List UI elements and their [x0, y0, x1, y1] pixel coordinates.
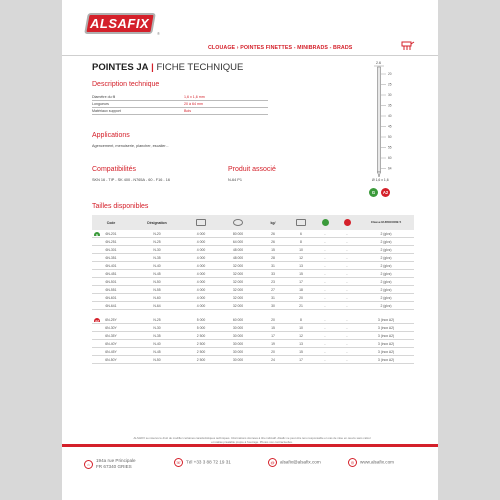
cell-inox: -: [346, 255, 348, 260]
table-row: [92, 356, 414, 364]
phone-icon: ☏: [175, 460, 181, 465]
cell-qty-box: 2 500: [196, 349, 206, 354]
cell-weight: 31: [271, 295, 275, 300]
registered-mark: ®: [157, 31, 160, 36]
description-title: Description technique: [92, 81, 160, 88]
cell-weight: 28: [271, 255, 275, 260]
col-header-classe: Classe EUROCODE 5: [370, 220, 402, 224]
cell-galva: -: [324, 303, 326, 308]
col-header-kg: kg/: [270, 220, 276, 225]
cell-classe: 2 (glvz): [380, 263, 392, 268]
cell-inox: -: [346, 239, 348, 244]
cell-classe: 2 (glvz): [380, 295, 392, 300]
cell-galva: -: [324, 287, 326, 292]
nail-dimension-figure: [350, 58, 420, 188]
sizes-group-inox-a2: [92, 316, 414, 364]
cell-qty-box: 4 000: [196, 239, 206, 244]
nail-top-label: 2.6: [376, 61, 381, 65]
col-header-code: Code: [106, 220, 116, 225]
cell-qty-box: 5 000: [196, 317, 206, 322]
cell-inox: -: [346, 231, 348, 236]
cell-code: 6N-251: [105, 239, 117, 244]
cell-qty-carton: 30 000: [232, 333, 244, 338]
table-row: [92, 302, 414, 310]
cell-designation: N-30: [153, 325, 161, 330]
cell-galva: -: [324, 349, 326, 354]
title-separator: |: [151, 62, 154, 73]
cell-designation: N-20: [153, 231, 161, 236]
cell-pallet: 13: [299, 341, 303, 346]
footer-email[interactable]: @ alsafix@alsafix.com: [268, 458, 321, 467]
cell-inox: -: [346, 303, 348, 308]
cell-code: 6N-601: [105, 295, 117, 300]
cell-classe: 2 (glvz): [380, 255, 392, 260]
brand-logo-text: ALSAFIX: [90, 16, 150, 31]
cell-qty-box: 4 000: [196, 287, 206, 292]
cell-qty-box: 4 000: [196, 231, 206, 236]
page-title: [92, 62, 243, 73]
cell-galva: -: [324, 341, 326, 346]
cell-galva: -: [324, 325, 326, 330]
compatibilites-text: SKN 16 - TIP - SK 400 - N765A - 60 - F16 - 16: [92, 178, 170, 182]
table-row: [92, 254, 414, 262]
length-label: 64: [388, 166, 392, 171]
cell-classe: 2 (glvz): [380, 287, 392, 292]
cell-classe: 2 (glvz): [380, 271, 392, 276]
cell-qty-box: 5 000: [196, 325, 206, 330]
cell-code: 6N-641: [105, 303, 117, 308]
cell-pallet: 8: [300, 239, 302, 244]
cell-pallet: 10: [299, 247, 303, 252]
cell-qty-box: 4 000: [196, 279, 206, 284]
cell-weight: 19: [271, 341, 275, 346]
length-label: 35: [388, 103, 392, 108]
table-row: [92, 348, 414, 356]
cell-qty-box: 4 000: [196, 295, 206, 300]
cell-classe: 2 (glvz): [380, 231, 392, 236]
sizes-table: [92, 215, 414, 364]
cell-pallet: 20: [299, 295, 303, 300]
footer: [62, 444, 438, 500]
cell-pallet: 6: [300, 231, 302, 236]
finish-badge-galva: G: [369, 188, 378, 197]
cell-inox: -: [346, 357, 348, 362]
cell-designation: N-30: [153, 247, 161, 252]
applications-title: Applications: [92, 132, 130, 139]
col-header-designation: Désignation: [147, 220, 167, 225]
cell-galva: -: [324, 239, 326, 244]
cell-qty-box: 4 000: [196, 263, 206, 268]
cell-qty-carton: 32 000: [232, 279, 244, 284]
cell-classe: 2 (glvz): [380, 239, 392, 244]
nail-tip: [378, 172, 381, 177]
cell-pallet: 21: [299, 303, 303, 308]
cell-galva: -: [324, 357, 326, 362]
cell-qty-carton: 64 000: [232, 239, 244, 244]
produit-associe-title: Produit associé: [228, 166, 276, 173]
legal-notice: ALSAFIX se réserve le droit de modifier certaines caractéristiques techniques. Informations données à titre indicatif. Alsafix ne peut être tenu responsable en cas de mise en œuvre sans calcul et réalisé préalable propre à l'ouvrage. Photos non contractuelles.: [133, 436, 371, 444]
length-label: 25: [388, 82, 392, 87]
spec-row: Diamètre du fil 1,6 x 1,6 mm: [92, 94, 268, 101]
globe-icon: ◎: [348, 458, 357, 467]
cell-inox: -: [346, 247, 348, 252]
cell-code: 6N-301: [105, 247, 117, 252]
footer-accent-bar: [62, 444, 438, 447]
spec-row: Longueurs 20 à 64 mm: [92, 101, 268, 108]
cell-qty-carton: 80 000: [232, 231, 244, 236]
carton-icon: [233, 219, 243, 226]
table-row: [92, 294, 414, 302]
finish-badge-inox-a2: A2: [382, 190, 389, 195]
cell-qty-box: 4 000: [196, 271, 206, 276]
cell-inox: -: [346, 325, 348, 330]
length-label: 60: [388, 156, 392, 161]
cell-weight: 26: [271, 231, 275, 236]
cell-galva: -: [324, 333, 326, 338]
cell-weight: 26: [271, 239, 275, 244]
col-header-carton: [218, 219, 258, 226]
spec-row: Matériaux support Bois: [92, 108, 268, 115]
cell-inox: -: [346, 287, 348, 292]
cell-pallet: 15: [299, 271, 303, 276]
table-row: [92, 270, 414, 278]
pallet-icon: [296, 219, 306, 226]
cell-code: 6N-401: [105, 263, 117, 268]
cell-pallet: 8: [300, 317, 302, 322]
footer-address: ⌂194a rue Principale FR 67340 GRIES: [84, 458, 136, 470]
cell-inox: -: [346, 317, 348, 322]
cell-inox: -: [346, 341, 348, 346]
cell-weight: 30: [271, 303, 275, 308]
nail-strip-icon: [401, 40, 415, 52]
sizes-title: Tailles disponibles: [92, 203, 149, 210]
cell-code: 6N-351: [105, 255, 117, 260]
cell-designation: N-35: [153, 255, 161, 260]
col-header-box: [184, 219, 218, 226]
brand-logo: [84, 13, 156, 34]
col-header-pallet: [288, 219, 314, 226]
cell-weight: 24: [271, 357, 275, 362]
sizes-table-header: [92, 215, 414, 230]
applications-text: Agencement, menuiserie, plancher, escalier...: [92, 144, 169, 148]
table-row: [92, 316, 414, 324]
box-icon: [196, 219, 206, 226]
cell-classe: 2 (glvz): [380, 247, 392, 252]
cell-designation: N-35: [153, 333, 161, 338]
cell-classe: 2 (glvz): [380, 279, 392, 284]
cell-pallet: 10: [299, 325, 303, 330]
cell-weight: 15: [271, 325, 275, 330]
length-label: 40: [388, 114, 392, 119]
product-name: POINTES JA: [92, 62, 149, 73]
cell-designation: N-50: [153, 279, 161, 284]
cell-code: 6N-201 G: [95, 231, 117, 236]
cell-qty-carton: 30 000: [232, 357, 244, 362]
cell-qty-carton: 60 000: [232, 317, 244, 322]
group-badge: G: [95, 232, 99, 236]
cell-weight: 20: [271, 349, 275, 354]
cell-galva: -: [324, 263, 326, 268]
cell-galva: -: [324, 247, 326, 252]
table-row: [92, 278, 414, 286]
length-label: 30: [388, 93, 392, 98]
location-icon: ⌂: [84, 460, 93, 469]
table-row: [92, 238, 414, 246]
length-label: 45: [388, 124, 392, 129]
green-dot-icon: [322, 219, 329, 226]
cell-inox: -: [346, 263, 348, 268]
cell-classe: 3 (inox A2): [377, 325, 395, 330]
cell-galva: -: [324, 231, 326, 236]
cell-code: 6N-45Y: [105, 349, 117, 354]
cell-qty-box: 2 500: [196, 333, 206, 338]
cell-designation: N-25: [153, 317, 161, 322]
cell-inox: -: [346, 295, 348, 300]
table-row: [92, 332, 414, 340]
cell-weight: 23: [271, 279, 275, 284]
cell-pallet: 18: [299, 287, 303, 292]
title-subtitle: FICHE TECHNIQUE: [156, 62, 244, 73]
cell-code: 6N-25Y A2: [95, 317, 117, 322]
cell-qty-carton: 30 000: [232, 349, 244, 354]
cell-qty-box: 4 000: [196, 303, 206, 308]
cell-qty-box: 2 500: [196, 357, 206, 362]
cell-classe: 3 (inox A2): [377, 333, 395, 338]
table-row: [92, 340, 414, 348]
cell-designation: N-64: [153, 303, 161, 308]
table-row: [92, 286, 414, 294]
cell-designation: N-60: [153, 295, 161, 300]
col-header-green: [314, 219, 336, 226]
footer-phone[interactable]: ☏ Tél +33 3 88 72 19 31: [175, 459, 231, 465]
cell-code: 6N-501: [105, 279, 117, 284]
document-page: [62, 0, 438, 500]
red-dot-icon: [344, 219, 351, 226]
cell-code: 6N-40Y: [105, 341, 117, 346]
cell-qty-carton: 32 000: [232, 263, 244, 268]
cell-galva: -: [324, 317, 326, 322]
cell-code: 6N-35Y: [105, 333, 117, 338]
cell-qty-box: 4 000: [196, 255, 206, 260]
length-label: 55: [388, 145, 392, 150]
cell-code: 6N-30Y: [105, 325, 117, 330]
cell-qty-box: 4 000: [196, 247, 206, 252]
cell-designation: N-40: [153, 263, 161, 268]
cell-designation: N-50: [153, 357, 161, 362]
table-row: [92, 262, 414, 270]
cell-inox: -: [346, 271, 348, 276]
cell-galva: -: [324, 271, 326, 276]
cell-designation: N-45: [153, 349, 161, 354]
description-table: [92, 94, 268, 115]
compatibilites-title: Compatibilités: [92, 166, 136, 173]
cell-pallet: 15: [299, 349, 303, 354]
cell-inox: -: [346, 279, 348, 284]
cell-classe: 2 (glvz): [380, 303, 392, 308]
cell-designation: N-55: [153, 287, 161, 292]
cell-inox: -: [346, 349, 348, 354]
cell-pallet: 12: [299, 333, 303, 338]
cell-designation: N-25: [153, 239, 161, 244]
cell-classe: 3 (inox A2): [377, 357, 395, 362]
nail-dimension: Ø 1,6 x 1,6: [372, 178, 389, 182]
table-row: [92, 246, 414, 254]
produit-associe-text: N-64 P1: [228, 178, 242, 182]
cell-galva: -: [324, 255, 326, 260]
cell-qty-carton: 32 000: [232, 303, 244, 308]
table-row: [92, 324, 414, 332]
group-badge: A2: [95, 318, 99, 322]
cell-classe: 3 (inox A2): [377, 341, 395, 346]
cell-qty-carton: 30 000: [232, 325, 244, 330]
cell-weight: 31: [271, 263, 275, 268]
cell-weight: 17: [271, 333, 275, 338]
cell-weight: 27: [271, 287, 275, 292]
cell-qty-carton: 32 000: [232, 271, 244, 276]
header-divider: [62, 55, 438, 56]
cell-inox: -: [346, 333, 348, 338]
cell-weight: 33: [271, 271, 275, 276]
cell-qty-carton: 30 000: [232, 341, 244, 346]
cell-pallet: 17: [299, 357, 303, 362]
category-headline: CLOUAGE › POINTES FINETTES - MINIBRADS - BRADS: [208, 45, 353, 51]
cell-designation: N-40: [153, 341, 161, 346]
cell-weight: 20: [271, 317, 275, 322]
footer-website[interactable]: ◎ www.alsafix.com: [348, 458, 394, 467]
cell-code: 6N-50Y: [105, 357, 117, 362]
nail-shape: [378, 67, 381, 172]
cell-galva: -: [324, 279, 326, 284]
cell-code: 6N-551: [105, 287, 117, 292]
cell-qty-box: 2 500: [196, 341, 206, 346]
table-row: [92, 230, 414, 238]
cell-qty-carton: 32 000: [232, 295, 244, 300]
cell-classe: 3 (inox A2): [377, 349, 395, 354]
cell-galva: -: [324, 295, 326, 300]
cell-qty-carton: 48 000: [232, 247, 244, 252]
col-header-red: [336, 219, 358, 226]
sizes-group-galva: [92, 230, 414, 310]
cell-designation: N-45: [153, 271, 161, 276]
cell-code: 6N-451: [105, 271, 117, 276]
cell-pallet: 17: [299, 279, 303, 284]
length-label: 50: [388, 135, 392, 140]
cell-qty-carton: 48 000: [232, 255, 244, 260]
length-label: 20: [388, 72, 392, 77]
cell-classe: 3 (inox A2): [377, 317, 395, 322]
cell-pallet: 12: [299, 255, 303, 260]
cell-weight: 15: [271, 247, 275, 252]
cell-pallet: 13: [299, 263, 303, 268]
email-icon: @: [268, 458, 277, 467]
cell-qty-carton: 32 000: [232, 287, 244, 292]
